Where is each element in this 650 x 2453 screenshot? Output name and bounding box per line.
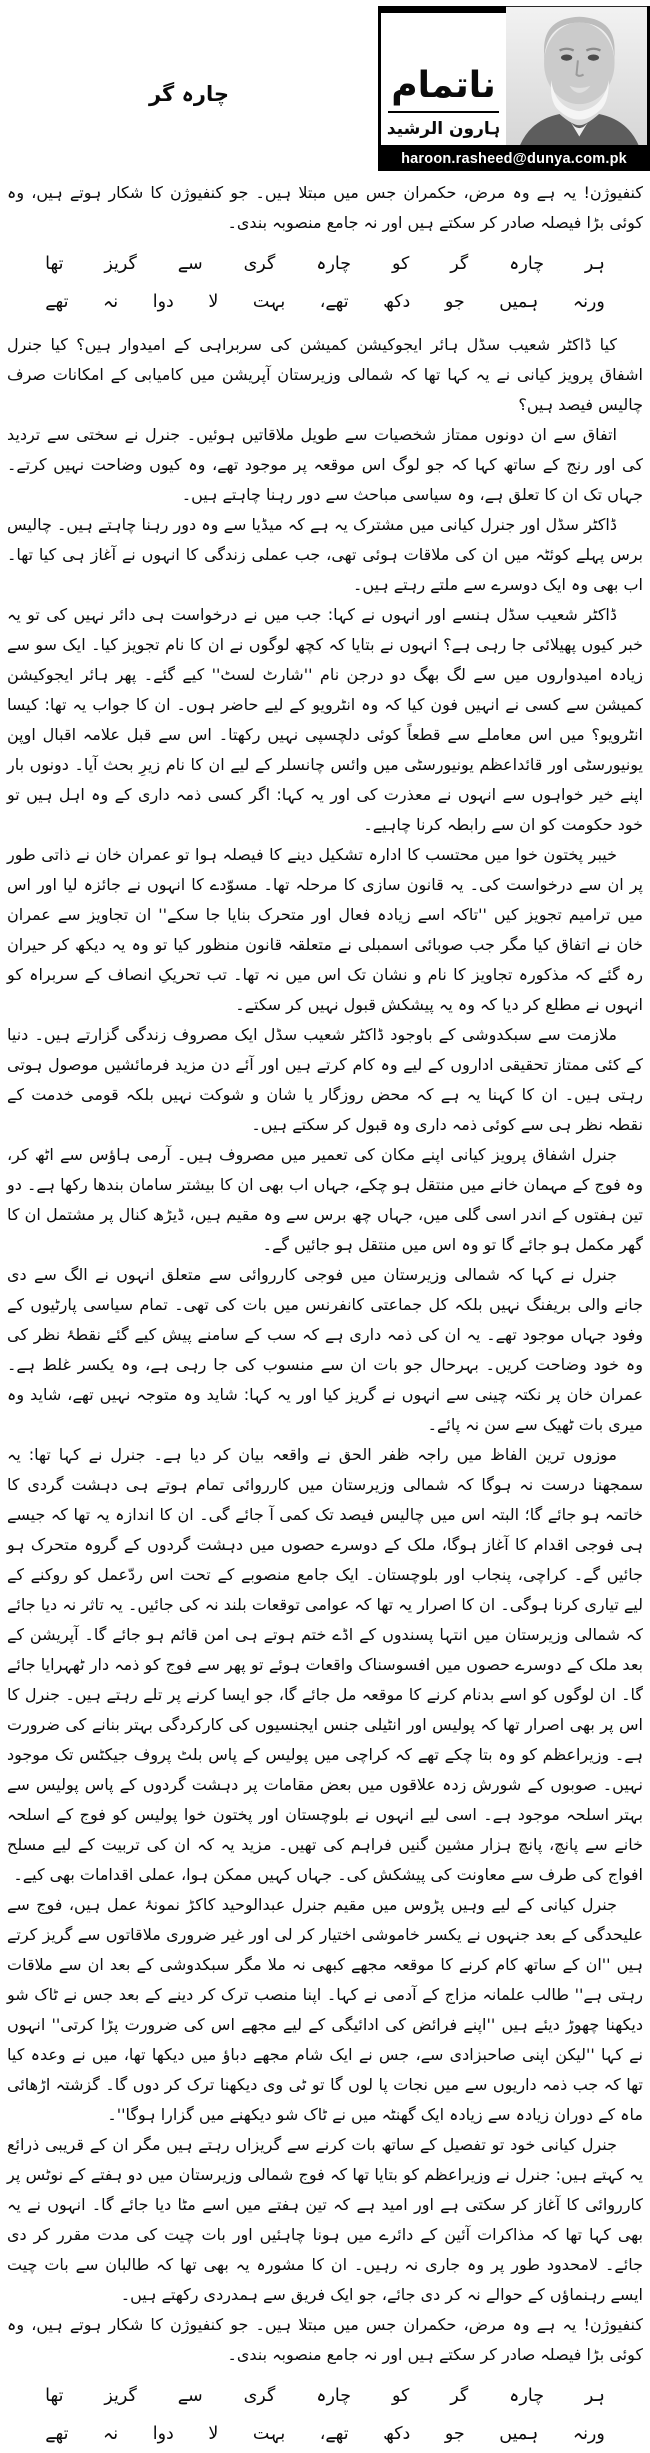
body-paragraph: ڈاکٹر شعیب سڈل ہنسے اور انہوں نے کہا: جب میں نے درخواست ہی دائر نہیں کی تو یہ خبر کیوں پھیلائی جا رہی ہے؟ انہوں نے بتایا کہ کچھ لوگوں نے ان کا نام تجویز کیا۔ ایک سو سے زیادہ امیدواروں میں سے لگ بھگ دو درجن نام ''شارٹ لسٹ'' کیے گئے۔ پھر ہائر ایجوکیشن کمیشن سے کسی نے انہیں فون کیا کہ وہ انٹرویو کے لیے حاضر ہوں۔ ان کا جواب یہ تھا: کیسا انٹرویو؟ میں اس معاملے سے قطعاً کوئی دلچسپی نہیں رکھتا۔ اس سے قبل علامہ اقبال اوپن یونیورسٹی اور قائداعظم یونیورسٹی میں وائس چانسلر کے لیے ان کا نام زیرِ بحث آیا۔ دونوں بار اپنے خیر خواہوں سے انہوں نے معذرت کی اور یہ کہا: اگر کسی ذمہ داری کے وہ اہل ہیں تو خود حکومت کو ان سے رابطہ کرنا چاہیے۔ xyxy=(7,605,643,834)
poem-word: تھا xyxy=(45,254,64,274)
column-header xyxy=(0,0,650,174)
poem-word: لا xyxy=(208,2424,219,2444)
poem-word: بہت xyxy=(252,292,286,312)
poem-word: چارہ xyxy=(316,254,352,274)
poem-word: سے xyxy=(177,254,203,274)
poem-couplet-top xyxy=(45,245,605,321)
body-paragraph: جنرل اشفاق پرویز کیانی اپنے مکان کی تعمیر میں مصروف ہیں۔ آرمی ہاؤس سے اٹھ کر، وہ فوج کے مہمان خانے میں منتقل ہو چکے، جہاں اب بھی ان کا بیشتر سامان بندھا رکھا ہے۔ دو تین ہفتوں کے اندر اسی گلی میں، جہاں چھ برس سے وہ مقیم ہیں، ڈیڑھ کنال پر مشتمل ان کا گھر مکمل ہو جائے گا تو وہ اس میں منتقل ہو جائیں گے۔ xyxy=(7,1145,643,1254)
poem-word: سے xyxy=(177,2386,203,2406)
intro-paragraph: کنفیوژن! یہ ہے وہ مرض، حکمران جس میں مبتلا ہیں۔ جو کنفیوژن کا شکار ہوتے ہیں، وہ کوئی بڑا فیصلہ صادر کر سکتے ہیں اور نہ جامع منصوبہ بندی۔ xyxy=(7,183,643,232)
poem-word: دکھ xyxy=(383,2424,411,2444)
poem-word: ورنہ xyxy=(572,292,605,312)
poem-word: جو xyxy=(444,2424,465,2444)
poem-word: تھے، xyxy=(319,292,349,312)
poem-word: ہمیں xyxy=(499,2424,539,2444)
body-paragraphs xyxy=(7,330,643,2310)
poem-line-1 xyxy=(45,245,605,283)
poem-word: نہ xyxy=(103,292,119,312)
poem-word: ہر xyxy=(584,254,605,274)
poem-word: گری xyxy=(243,254,276,274)
poem-couplet-bottom xyxy=(45,2377,605,2453)
body-paragraph: موزوں ترین الفاظ میں راجہ ظفر الحق نے واقعہ بیان کر دیا ہے۔ جنرل نے کہا تھا: یہ سمجھنا درست نہ ہوگا کہ شمالی وزیرستان میں کارروائی تمام ہوتے ہی دہشت گردی کا خاتمہ ہو جائے گا؛ البتہ اس میں چالیس فیصد تک کمی آ جائے گی۔ ان کا اندازہ یہ تھا کہ جیسے ہی فوجی اقدام کا آغاز ہوگا، ملک کے دوسرے حصوں میں دہشت گردوں کے گروہ متحرک ہو جائیں گے۔ کراچی، پنجاب اور بلوچستان۔ ایک جامع منصوبے کے تحت اس ردّعمل کو روکنے کے لیے تیاری کرنا ہوگی۔ ان کا اصرار یہ تھا کہ عوامی توقعات بلند نہ کی جائیں۔ یہ تاثر نہ دیا جائے کہ شمالی وزیرستان میں انتہا پسندوں کے اڈے ختم ہوتے ہی امن قائم ہو جائے گا۔ آپریشن کے بعد ملک کے دوسرے حصوں میں افسوسناک واقعات ہوئے تو پھر سے فوج کو ذمہ دار ٹھہرایا جائے گا۔ ان لوگوں کو اسے بدنام کرنے کا موقعہ مل جائے گا، جو ایسا کرنے پر تلے رہتے ہیں۔ جنرل کا اس پر بھی اصرار تھا کہ پولیس اور انٹیلی جنس ایجنسیوں کی کارکردگی بہتر بنانے کی ضرورت ہے۔ وزیراعظم کو وہ بتا چکے تھے کہ کراچی میں پولیس کے پاس بلٹ پروف جیکٹس تک موجود نہیں۔ صوبوں کے شورش زدہ علاقوں میں بعض مقامات پر دہشت گردوں کے پاس پولیس سے بہتر اسلحہ موجود ہے۔ اسی لیے انہوں نے بلوچستان اور پختون خوا پولیس کو فوج کے اسلحہ خانے سے پانچ، پانچ ہزار مشین گنیں فراہم کی تھیں۔ مزید یہ کہ ان کی تربیت کے لیے مسلح افواج کی طرف سے معاونت کی پیشکش کی۔ جہاں کہیں ممکن ہوا، عملی اقدامات بھی کیے۔ xyxy=(7,1445,643,1884)
article-body xyxy=(0,174,650,2453)
poem-word: جو xyxy=(444,292,465,312)
poem-word: گریز xyxy=(104,254,137,274)
body-paragraph: ملازمت سے سبکدوشی کے باوجود ڈاکٹر شعیب سڈل ایک مصروف زندگی گزارتے ہیں۔ دنیا کے کئی ممتاز تحقیقی اداروں کے لیے وہ کام کرتے ہیں اور آئے دن مزید فرمائشیں موصول ہوتی رہتی ہیں۔ ان کا کہنا یہ ہے کہ محض روزگار یا شان و شوکت نہیں بلکہ قومی خدمت کے نقطہ نظر ہی سے کوئی ذمہ داری وہ قبول کر سکتے ہیں۔ xyxy=(7,1025,643,1134)
poem-word: چارہ xyxy=(316,2386,352,2406)
poem-word: لا xyxy=(208,292,219,312)
poem-word: تھا xyxy=(45,2386,64,2406)
body-paragraph: خیبر پختون خوا میں محتسب کا ادارہ تشکیل دینے کا فیصلہ ہوا تو عمران خان نے ذاتی طور پر ان سے درخواست کی۔ یہ قانون سازی کا مرحلہ تھا۔ مسوّدے کا انہوں نے جائزہ لیا اور اس میں ترامیم تجویز کیں ''تاکہ اسے زیادہ فعال اور متحرک بنایا جا سکے'' ان تجاویز سے عمران خان نے اتفاق کیا مگر جب صوبائی اسمبلی نے متعلقہ قانون منظور کیا تو وہ یہ دیکھ کر حیران رہ گئے کہ مذکورہ تجاویز کا نام و نشان تک اس میں نہ تھا۔ تب تحریکِ انصاف کے سربراہ کو انہوں نے مطلع کر دیا کہ وہ یہ پیشکش قبول نہیں کر سکتے۔ xyxy=(7,845,643,1014)
masthead-box xyxy=(378,6,650,148)
column-masthead xyxy=(378,6,650,171)
body-paragraph: اتفاق سے ان دونوں ممتاز شخصیات سے طویل ملاقاتیں ہوئیں۔ جنرل نے سختی سے تردید کی اور رنج کے ساتھ کہا کہ جو لوگ اس موقعہ پر موجود تھے، وہ کیوں وضاحت نہیں کرتے۔ جہاں تک ان کا تعلق ہے، وہ سیاسی مباحث سے دور رہنا چاہتے ہیں۔ xyxy=(7,425,644,504)
column-logo-title: ناتمام xyxy=(391,65,496,107)
masthead-left xyxy=(381,13,506,145)
poem-word: دکھ xyxy=(383,292,411,312)
author-photo xyxy=(506,13,647,145)
poem-word: دوا xyxy=(152,292,174,312)
poem-word: کو xyxy=(391,254,410,274)
poem-word: دوا xyxy=(152,2424,174,2444)
article-title: چارہ گر xyxy=(148,82,229,106)
poem-word: چارہ xyxy=(509,254,545,274)
body-paragraph: کیا ڈاکٹر شعیب سڈل ہائر ایجوکیشن کمیشن کی سربراہی کے امیدوار ہیں؟ کیا جنرل اشفاق پرویز کیانی نے یہ کہا تھا کہ شمالی وزیرستان آپریشن میں کامیابی کے امکانات صرف چالیس فیصد ہیں؟ xyxy=(7,335,643,414)
body-paragraph: جنرل نے کہا کہ شمالی وزیرستان میں فوجی کارروائی سے متعلق انہوں نے الگ سے دی جانے والی بریفنگ نہیں بلکہ کل جماعتی کانفرنس میں بات کی تھی۔ تمام سیاسی پارٹیوں کے وفود جہاں موجود تھے۔ یہ ان کی ذمہ داری ہے کہ سب کے سامنے پیش کیے گئے نقطۂ نظر کی وہ خود وضاحت کریں۔ بہرحال جو بات ان سے منسوب کی جا رہی ہے، وہ یکسر غلط ہے۔ عمران خان پر نکتہ چینی سے انہوں نے گریز کیا اور یہ کہا: شاید وہ متوجہ نہیں تھے، شاید وہ میری بات ٹھیک سے سن نہ پائے۔ xyxy=(7,1265,643,1434)
body-paragraph: ڈاکٹر سڈل اور جنرل کیانی میں مشترک یہ ہے کہ میڈیا سے وہ دور رہنا چاہتے ہیں۔ چالیس برس پہلے کوئٹہ میں ان کی ملاقات ہوئی تھی، جب عملی زندگی کا انہوں نے آغاز ہی کیا تھا۔ اب بھی وہ ایک دوسرے سے ملتے رہتے ہیں۔ xyxy=(7,515,643,594)
poem-word: ہمیں xyxy=(499,292,539,312)
poem-word: گریز xyxy=(104,2386,137,2406)
poem-word: نہ xyxy=(103,2424,119,2444)
poem-word: ہر xyxy=(584,2386,605,2406)
poem-word: بہت xyxy=(252,2424,286,2444)
author-email: haroon.rasheed@dunya.com.pk xyxy=(378,148,650,171)
poem-line-2 xyxy=(45,283,605,321)
poem-word: تھے xyxy=(45,292,69,312)
poem-word: تھے، xyxy=(319,2424,349,2444)
body-paragraph: جنرل کیانی کے لیے وہیں پڑوس میں مقیم جنرل عبدالوحید کاکڑ نمونۂ عمل ہیں، فوج سے علیحدگی کے بعد جنہوں نے یکسر خاموشی اختیار کر لی اور غیر ضروری ملاقاتوں سے گریز کرتے ہیں ''ان کے ساتھ کام کرنے کا موقعہ مجھے کبھی نہ ملا مگر سبکدوشی کے بعد ان سے ملاقات رہتی ہے'' طالب علمانہ مزاج کے آدمی نے کہا۔ اپنا منصب ترک کر دینے کے بعد جس نے ٹاک شو دیکھنا چھوڑ دیئے ہیں ''اپنے فرائض کی ادائیگی کے لیے مجھے اس کی ضرورت پڑا کرتی'' انہوں نے کہا ''لیکن اپنی صاحبزادی سے، جس نے ایک شام مجھے دباؤ میں دیکھا تھا، میں نے وعدہ کیا تھا کہ جب ذمہ داریوں سے میں نجات پا لوں گا تو ٹی وی دیکھنا ترک کر دوں گا۔ گزشتہ اڑھائی ماہ کے دوران زیادہ سے زیادہ ایک گھنٹہ میں نے ٹاک شو دیکھنے میں گزارا ہوگا''۔ xyxy=(7,1895,643,2124)
poem-word: چارہ xyxy=(509,2386,545,2406)
poem-word: ورنہ xyxy=(572,2424,605,2444)
body-paragraph: جنرل کیانی خود تو تفصیل کے ساتھ بات کرنے سے گریزاں رہتے ہیں مگر ان کے قریبی ذرائع یہ کہتے ہیں: جنرل نے وزیراعظم کو بتایا تھا کہ فوج شمالی وزیرستان میں دو ہفتے کے نوٹس پر کارروائی کا آغاز کر سکتی ہے اور امید ہے کہ تین ہفتے میں اسے مٹا دیا جائے گا۔ انہوں نے یہ بھی کہا تھا کہ مذاکرات آئین کے دائرے میں ہونا چاہئیں اور بات چیت کی مدت مقرر کر دی جائے۔ لامحدود طور پر وہ جاری نہ رہیں۔ ان کا مشورہ یہ بھی تھا کہ طالبان سے بات چیت ایسے رہنماؤں کے حوالے نہ کر دی جائے، جو ایک فریق سے ہمدردی رکھتے ہیں۔ xyxy=(7,2135,643,2304)
poem-word: گر xyxy=(450,2386,469,2406)
masthead-divider xyxy=(388,111,499,113)
poem-word: گری xyxy=(243,2386,276,2406)
outro-paragraph: کنفیوژن! یہ ہے وہ مرض، حکمران جس میں مبتلا ہیں۔ جو کنفیوژن کا شکار ہوتے ہیں، وہ کوئی بڑا فیصلہ صادر کر سکتے ہیں اور نہ جامع منصوبہ بندی۔ xyxy=(7,2315,643,2364)
author-name: ہارون الرشید xyxy=(386,119,501,139)
poem-word: تھے xyxy=(45,2424,69,2444)
poem-word: گر xyxy=(450,254,469,274)
poem-word: کو xyxy=(391,2386,410,2406)
poem-line-1-repeat xyxy=(45,2377,605,2415)
poem-line-2-repeat xyxy=(45,2415,605,2453)
